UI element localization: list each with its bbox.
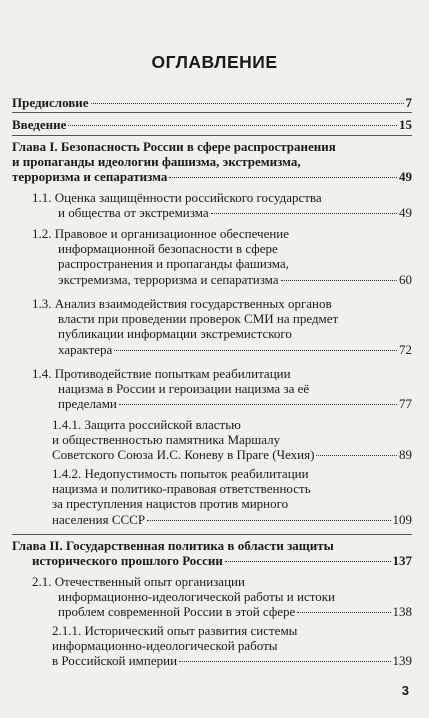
- toc-entry-last-line: [12, 117, 412, 132]
- dot-leader: [225, 560, 391, 562]
- toc-entry-title: исторического прошлого России: [32, 553, 223, 569]
- dot-leader: [119, 403, 397, 405]
- toc-page-number: 138: [392, 604, 412, 620]
- dot-leader: [316, 454, 397, 456]
- toc-entry-title: проблем современной России в этой сфере: [58, 604, 296, 620]
- divider: [12, 112, 412, 113]
- dot-leader: [179, 660, 390, 662]
- toc-entry-last-line: [52, 512, 412, 527]
- toc-entry-1-3: [32, 296, 412, 357]
- toc-entry-last-line: [32, 205, 412, 220]
- toc-entry-title: населения СССР: [52, 511, 146, 527]
- toc-page-number: 72: [399, 341, 412, 357]
- toc-page-number: 109: [392, 511, 412, 527]
- toc-entry-title: характера: [58, 341, 113, 357]
- dot-leader: [147, 519, 390, 521]
- toc-entry-title: и общества от экстремизма: [58, 205, 209, 221]
- divider: [12, 135, 412, 136]
- toc-entry-1-4: [32, 366, 412, 412]
- toc-entry-line: распространения и пропаганды фашизма,: [58, 256, 289, 272]
- toc-page-number: 137: [392, 553, 412, 569]
- toc-entry-title: Введение: [12, 117, 67, 132]
- toc-page-number: 49: [399, 205, 412, 221]
- toc-entry-line: и общественностью памятника Маршалу: [52, 432, 281, 448]
- toc-entry-last-line: [52, 447, 412, 462]
- toc-entry-title: экстремизма, терроризма и сепаратизма: [58, 271, 279, 287]
- toc-entry-last-line: [52, 653, 412, 668]
- toc-entry-line: 1.1. Оценка защищённости российского государства: [32, 190, 322, 205]
- toc-entry-line: Глава I. Безопасность России в сфере распространения: [12, 139, 336, 154]
- toc-entry-line: 2.1. Отечественный опыт организации: [32, 574, 245, 589]
- toc-entry-line: информационно-идеологической работы: [52, 638, 278, 654]
- toc-entry-title: в Российской империи: [52, 653, 178, 669]
- toc-entry-line: 1.3. Анализ взаимодействия государственных органов: [32, 296, 332, 311]
- toc-entry-line: нацизма и политико-правовая ответственность: [52, 481, 311, 497]
- toc-page-number: 139: [392, 653, 412, 669]
- toc-entry-line: 1.2. Правовое и организационное обеспечение: [32, 226, 290, 241]
- toc-page-number: 89: [399, 447, 412, 463]
- toc-entry-2-1-1: [52, 623, 412, 669]
- dot-leader: [169, 176, 397, 178]
- dot-leader: [281, 279, 397, 281]
- divider: [12, 534, 412, 535]
- toc-entry-last-line: [32, 342, 412, 357]
- toc-page-number: 15: [399, 117, 412, 132]
- toc-entry-line: 1.4.1. Защита российской властью: [52, 417, 241, 432]
- toc-entry-line: и пропаганды идеологии фашизма, экстремизма,: [12, 154, 301, 170]
- toc-entry-line: информационной безопасности в сфере: [58, 241, 278, 257]
- toc-entry-1-1: [32, 190, 412, 220]
- toc-entry-intro: [12, 117, 412, 132]
- dot-leader: [211, 212, 397, 214]
- toc-page-number: 49: [399, 169, 412, 185]
- toc-entry-chapter-1: [12, 139, 412, 185]
- page-number: 3: [401, 683, 409, 698]
- toc-entry-title: пределами: [58, 396, 117, 412]
- dot-leader: [91, 102, 404, 104]
- toc-page-number: 77: [399, 396, 412, 412]
- dot-leader: [114, 349, 397, 351]
- toc-entry-line: Глава II. Государственная политика в области защиты: [12, 538, 334, 553]
- toc-entry-line: 1.4. Противодействие попыткам реабилитации: [32, 366, 291, 381]
- toc-entry-line: нацизма в России и героизации нацизма за её: [58, 381, 310, 397]
- toc-entry-line: 1.4.2. Недопустимость попыток реабилитации: [52, 466, 309, 481]
- toc-entry-line: 2.1.1. Исторический опыт развития системы: [52, 623, 298, 638]
- toc-entry-1-4-2: [52, 466, 412, 527]
- toc-entry-last-line: [12, 169, 412, 184]
- toc-entry-last-line: [12, 95, 412, 110]
- toc-entry-line: информационно-идеологической работы и истоки: [58, 589, 336, 605]
- toc-page-number: 7: [405, 95, 412, 110]
- dot-leader: [297, 611, 390, 613]
- toc-entry-title: Предисловие: [12, 95, 89, 110]
- toc-entry-2-1: [32, 574, 412, 620]
- toc-entry-title: Советского Союза И.С. Коневу в Праге (Чехия): [52, 447, 315, 463]
- page-title: ОГЛАВЛЕНИЕ: [151, 52, 278, 72]
- toc-entry-last-line: [32, 272, 412, 287]
- toc-entry-title: терроризма и сепаратизма: [12, 169, 168, 185]
- toc-entry-last-line: [32, 396, 412, 411]
- toc-entry-1-2: [32, 226, 412, 287]
- dot-leader: [68, 124, 397, 126]
- toc-entry-last-line: [12, 553, 412, 568]
- toc-entry-preface: [12, 95, 412, 110]
- toc-page-number: 60: [399, 271, 412, 287]
- toc-entry-1-4-1: [52, 417, 412, 463]
- toc-entry-line: за преступления нацистов против мирного: [52, 496, 289, 512]
- toc-entry-line: публикации информации экстремистского: [58, 326, 292, 342]
- toc-entry-chapter-2: [12, 538, 412, 568]
- toc-entry-last-line: [32, 604, 412, 619]
- toc-entry-line: власти при проведении проверок СМИ на предмет: [58, 311, 339, 327]
